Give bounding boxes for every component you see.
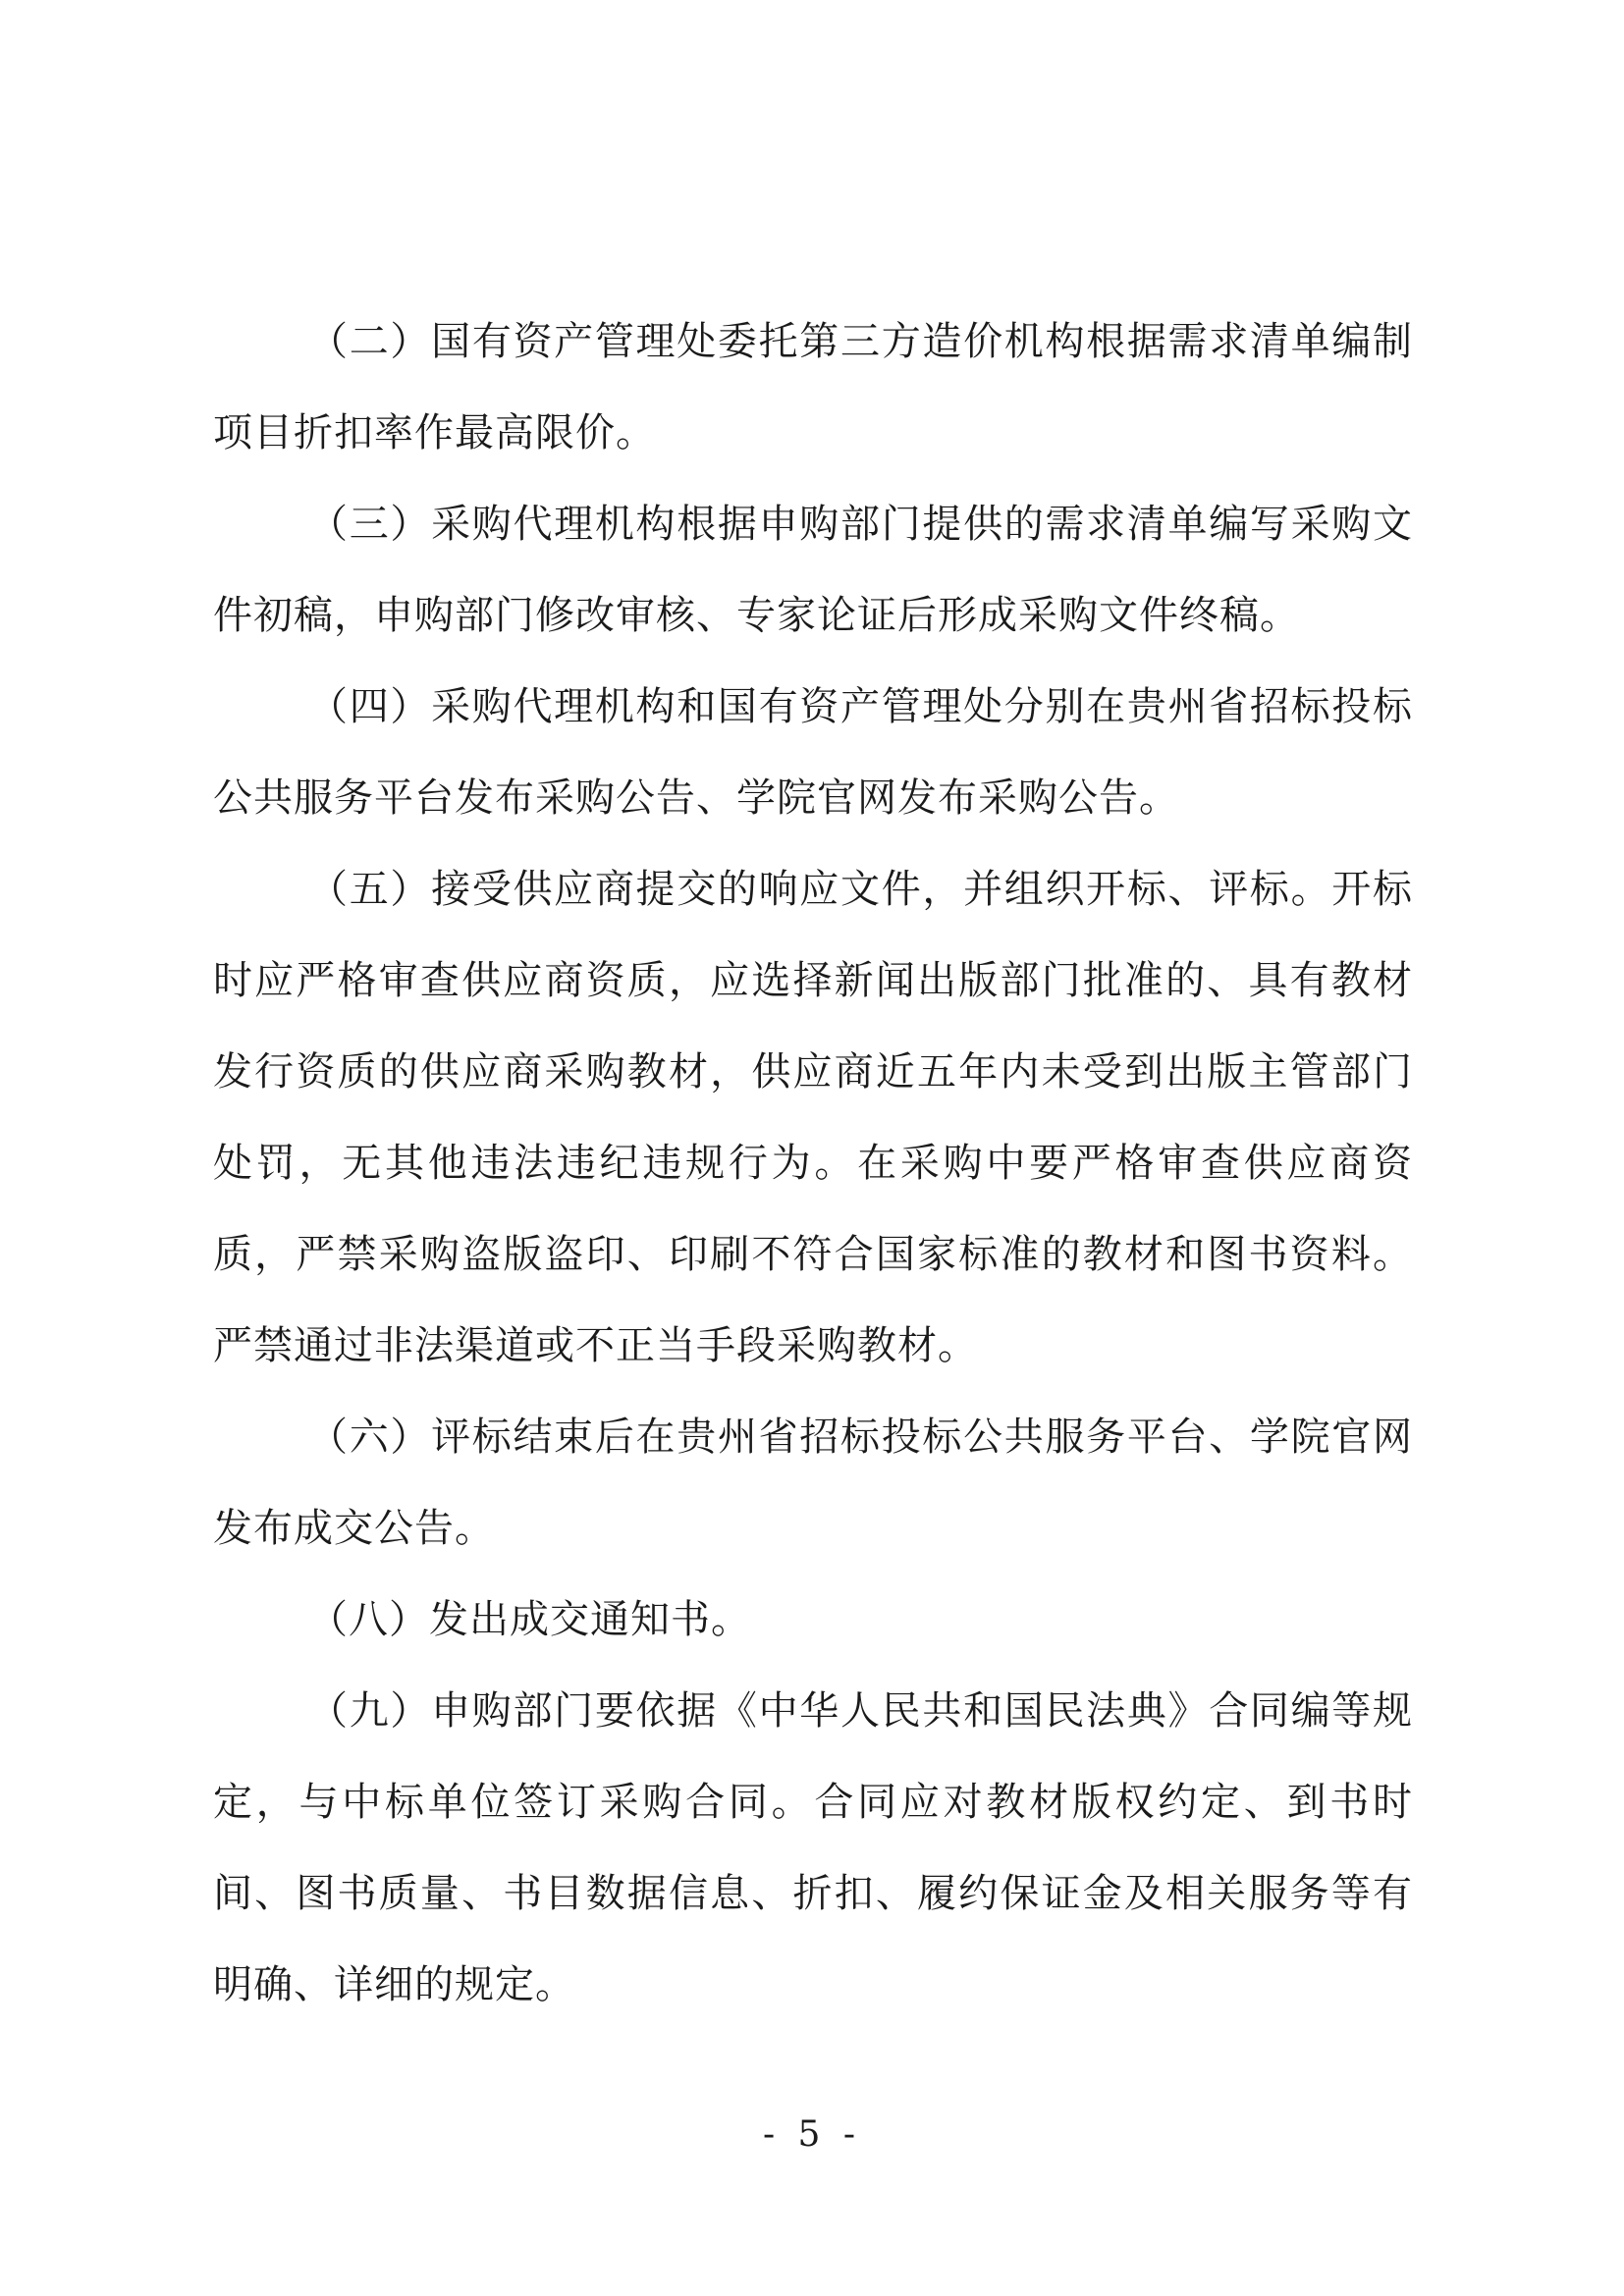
paragraph-item-3: （三）采购代理机构根据申购部门提供的需求清单编写采购文件初稿，申购部门修改审核、专家论证后形成采购文件终稿。: [213, 502, 1413, 638]
body-text: [213, 296, 1413, 2031]
paragraph-item-8: （八）发出成交通知书。: [308, 1597, 751, 1642]
paragraph-item-5: （五）接受供应商提交的响应文件，并组织开标、评标。开标时应严格审查供应商资质，应选择新闻出版部门批准的、具有教材发行资质的供应商采购教材，供应商近五年内未受到出版主管部门处罚，无其他违法违纪违规行为。在采购中要严格审查供应商资质，严禁采购盗版盗印、印刷不符合国家标准的教材和图书资料。严禁通过非法渠道或不正当手段采购教材。: [213, 867, 1413, 1368]
page-number: - 5 -: [762, 2114, 862, 2155]
paragraph-item-9: （九）申购部门要依据《中华人民共和国民法典》合同编等规定，与中标单位签订采购合同。合同应对教材版权约定、到书时间、图书质量、书目数据信息、折扣、履约保证金及相关服务等有明确、详细的规定。: [213, 1688, 1413, 2007]
paragraph-item-2: （二）国有资产管理处委托第三方造价机构根据需求清单编制项目折扣率作最高限价。: [213, 319, 1413, 455]
paragraph-item-6: （六）评标结束后在贵州省招标投标公共服务平台、学院官网发布成交公告。: [213, 1415, 1413, 1551]
paragraph-item-4: （四）采购代理机构和国有资产管理处分别在贵州省招标投标公共服务平台发布采购公告、学院官网发布采购公告。: [213, 684, 1413, 821]
